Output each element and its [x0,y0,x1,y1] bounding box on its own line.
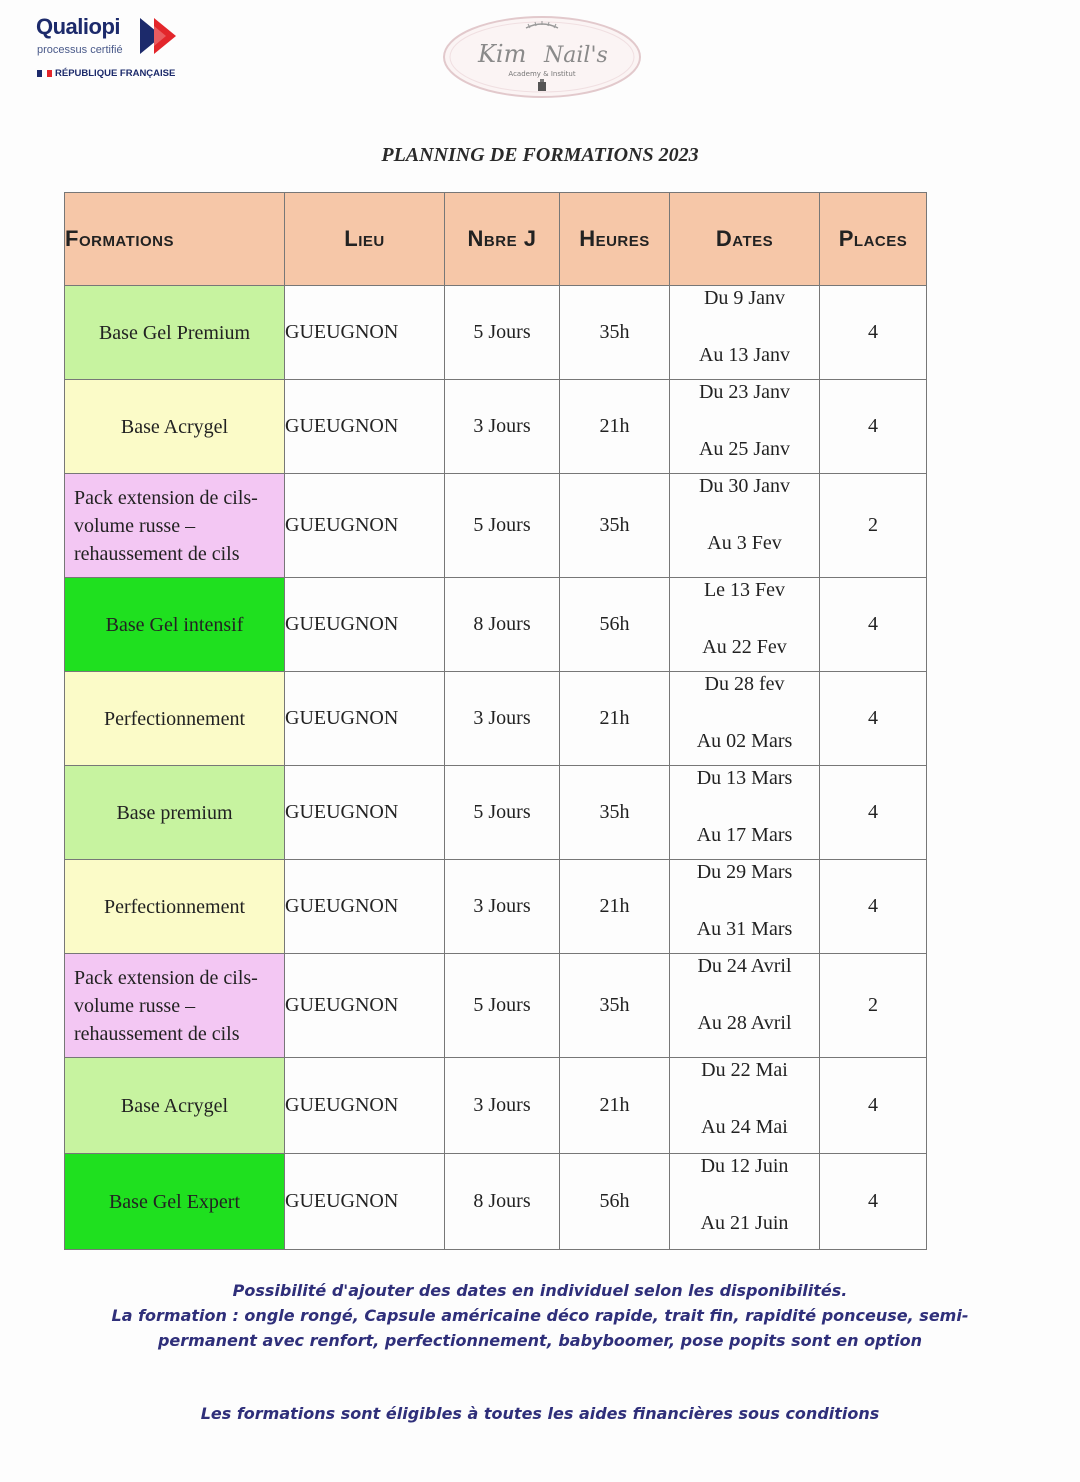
formation-name: Base Gel Expert [108,1190,241,1213]
heures-cell: 21h [560,860,670,954]
date-to: Au 21 Juin [700,1212,789,1234]
heures-cell: 21h [560,672,670,766]
note-line: permanent avec renfort, perfectionnement, babyboomer, pose popits sont en option [157,1331,923,1350]
logo-name-part1: Kim [478,40,527,68]
formation-name: rehaussement de cils [74,1022,240,1045]
formation-cell [65,766,285,860]
formation-cell [65,286,285,380]
lieu-cell: GUEUGNON [285,286,445,380]
french-flag-icon [37,70,52,77]
header-places: Places [820,193,927,286]
jours-cell: 3 Jours [445,380,560,474]
dates-cell [670,1154,820,1250]
date-from: Du 22 Mai [701,1059,788,1081]
qualiopi-brand: Qualiopi [36,14,120,39]
jours-cell: 3 Jours [445,860,560,954]
formation-name: Base Acrygel [120,415,229,438]
formation-cell [65,578,285,672]
date-from: Du 28 fev [704,673,785,695]
formation-name: Pack extension de cils- [74,486,258,509]
places-cell: 4 [820,380,927,474]
heures-cell: 35h [560,474,670,578]
places-cell: 4 [820,1154,927,1250]
qualiopi-logo [36,14,196,84]
places-cell: 4 [820,578,927,672]
date-to: Au 25 Janv [698,438,791,460]
table-row [65,380,927,474]
places-cell: 4 [820,1058,927,1154]
dates-cell [670,672,820,766]
jours-cell: 8 Jours [445,1154,560,1250]
table-row [65,286,927,380]
kim-nails-logo [440,14,644,100]
table-row [65,578,927,672]
date-from: Du 29 Mars [696,861,793,883]
note-line: Possibilité d'ajouter des dates en individuel selon les disponibilités. [232,1281,848,1300]
places-cell: 2 [820,474,927,578]
formation-name: Perfectionnement [103,707,246,730]
table-header-row [65,193,927,286]
jours-cell: 3 Jours [445,672,560,766]
places-cell: 2 [820,954,927,1058]
training-schedule-table [64,192,927,1250]
dates-cell [670,1058,820,1154]
lieu-cell: GUEUGNON [285,954,445,1058]
dates-cell [670,578,820,672]
formation-name: volume russe – [74,994,196,1017]
formation-name: volume russe – [74,514,196,537]
dates-cell [670,474,820,578]
places-cell: 4 [820,672,927,766]
page-title: PLANNING DE FORMATIONS 2023 [381,144,699,166]
date-from: Du 13 Mars [696,767,793,789]
header-heures: Heures [560,193,670,286]
header-formations: Formations [65,193,285,286]
qualiopi-subtitle: processus certifié [37,44,123,56]
places-cell: 4 [820,766,927,860]
places-cell: 4 [820,860,927,954]
lieu-cell: GUEUGNON [285,766,445,860]
date-to: Au 22 Fev [702,636,787,658]
dates-cell [670,766,820,860]
formation-name: rehaussement de cils [74,542,240,565]
table-row [65,766,927,860]
date-from: Du 9 Janv [703,287,786,309]
lieu-cell: GUEUGNON [285,578,445,672]
jours-cell: 8 Jours [445,578,560,672]
formation-name: Base Acrygel [120,1094,229,1117]
date-to: Au 13 Janv [698,344,791,366]
header-lieu: Lieu [285,193,445,286]
heures-cell: 35h [560,766,670,860]
footer-note: Les formations sont éligibles à toutes les aides financières sous conditions [200,1404,880,1423]
lieu-cell: GUEUGNON [285,474,445,578]
date-to: Au 28 Avril [697,1012,792,1034]
heures-cell: 35h [560,954,670,1058]
date-to: Au 24 Mai [701,1116,788,1138]
formation-cell [65,672,285,766]
note-line: La formation : ongle rongé, Capsule américaine déco rapide, trait fin, rapidité ponceuse, semi- [111,1306,969,1325]
formation-name: Base premium [116,801,233,824]
formation-cell [65,1154,285,1250]
formation-cell [65,860,285,954]
logo-name-part2: Nail's [544,43,608,68]
jours-cell: 5 Jours [445,954,560,1058]
formation-cell [65,474,285,578]
dates-cell [670,380,820,474]
heures-cell: 35h [560,286,670,380]
formation-name: Base Gel Premium [98,321,251,344]
lieu-cell: GUEUGNON [285,1058,445,1154]
formation-name: Base Gel intensif [105,613,244,636]
republique-francaise [37,68,175,79]
logo-tagline: Academy & Institut [508,70,576,78]
table-row [65,860,927,954]
header-dates: Dates [670,193,820,286]
formation-cell [65,380,285,474]
date-to: Au 02 Mars [696,730,793,752]
dates-cell [670,954,820,1058]
date-to: Au 17 Mars [696,824,793,846]
date-to: Au 31 Mars [696,918,793,940]
jours-cell: 5 Jours [445,286,560,380]
lieu-cell: GUEUGNON [285,1154,445,1250]
date-to: Au 3 Fev [707,532,782,554]
dates-cell [670,286,820,380]
heures-cell: 21h [560,1058,670,1154]
notes-block [0,1278,1080,1353]
dates-cell [670,860,820,954]
date-from: Du 30 Janv [698,475,791,497]
formation-cell [65,1058,285,1154]
date-from: Du 23 Janv [698,381,791,403]
date-from: Le 13 Fev [703,579,786,601]
jours-cell: 5 Jours [445,766,560,860]
table-row [65,1058,927,1154]
heures-cell: 56h [560,578,670,672]
heures-cell: 21h [560,380,670,474]
table-row [65,672,927,766]
table-row [65,1154,927,1250]
jours-cell: 5 Jours [445,474,560,578]
lieu-cell: GUEUGNON [285,860,445,954]
header-nbre-j: Nbre J [445,193,560,286]
lieu-cell: GUEUGNON [285,672,445,766]
table-body [65,286,927,1250]
lieu-cell: GUEUGNON [285,380,445,474]
formation-name: Pack extension de cils- [74,966,258,989]
formation-name: Perfectionnement [103,895,246,918]
heures-cell: 56h [560,1154,670,1250]
qualiopi-arrows-icon [140,16,184,56]
republique-label: RÉPUBLIQUE FRANÇAISE [55,68,176,79]
jours-cell: 3 Jours [445,1058,560,1154]
date-from: Du 24 Avril [697,955,792,977]
table-row [65,954,927,1058]
table-row [65,474,927,578]
date-from: Du 12 Juin [700,1155,789,1177]
formation-cell [65,954,285,1058]
places-cell: 4 [820,286,927,380]
